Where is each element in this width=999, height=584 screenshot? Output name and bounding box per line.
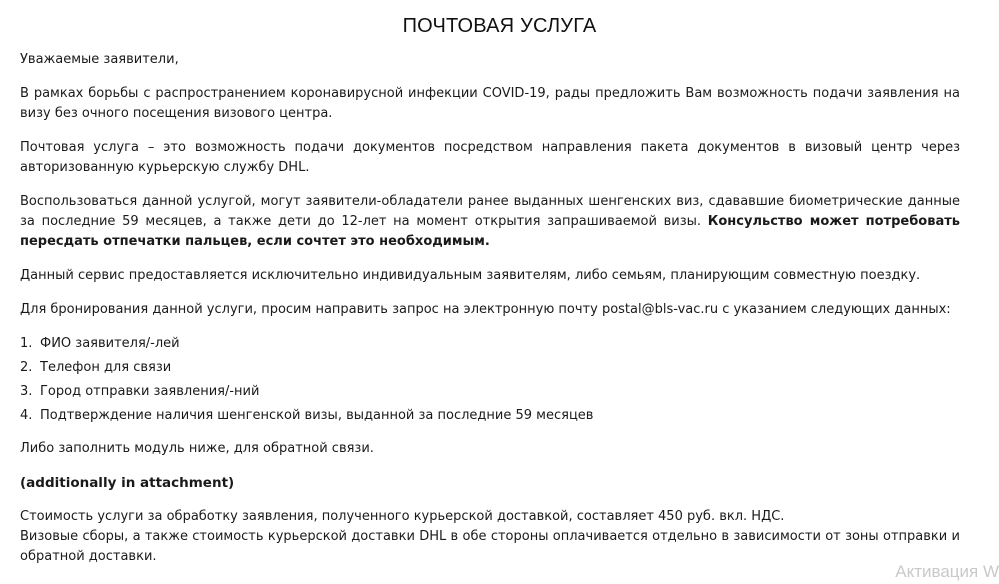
booking-text-after: с указанием следующих данных: bbox=[718, 302, 951, 317]
email-link[interactable]: postal@bls-vac.ru bbox=[601, 302, 719, 317]
paragraph-fees: Визовые сборы, а также стоимость курьерской доставки DHL в обе стороны оплачивается отдельно в зависимости от зоны отправки и обратной доставки. bbox=[20, 529, 960, 564]
paragraph-eligibility bbox=[20, 192, 960, 252]
list-item-text: ФИО заявителя/-лей bbox=[40, 336, 180, 351]
attachment-note: (additionally in attachment) bbox=[20, 475, 235, 491]
list-item bbox=[20, 406, 960, 426]
booking-text-before: Для бронирования данной услуги, просим направить запрос на электронную почту bbox=[20, 302, 602, 317]
page-title: ПОЧТОВАЯ УСЛУГА bbox=[402, 15, 597, 37]
greeting: Уважаемые заявители, bbox=[20, 52, 179, 67]
eligibility-warning: Консульство может потребовать пересдать отпечатки пальцев, если сочтет это необходимым. bbox=[20, 214, 960, 249]
list-item-number: 1. bbox=[20, 336, 33, 351]
list-item bbox=[20, 334, 960, 354]
paragraph-covid: В рамках борьбы с распространением коронавирусной инфекции COVID-19, рады предложить Вам возможность подачи заявления на визу без очного посещения визового центра. bbox=[20, 86, 960, 121]
paragraph-cost: Стоимость услуги за обработку заявления, полученного курьерской доставкой, составляет 450 руб. вкл. НДС. bbox=[20, 509, 785, 524]
paragraph-booking bbox=[20, 300, 960, 320]
eligibility-text: Воспользоваться данной услугой, могут заявители-обладатели ранее выданных шенгенских виз, сдававшие биометрические данные за последние 59 месяцев, а также дети до 12-лет на момент открытия запрашиваемой визы. bbox=[20, 194, 960, 229]
list-item-number: 2. bbox=[20, 360, 33, 375]
list-item-number: 3. bbox=[20, 384, 33, 399]
required-data-list bbox=[20, 334, 960, 426]
paragraph-postal-service: Почтовая услуга – это возможность подачи документов посредством направления пакета документов в визовый центр через авторизованную курьерскую службу DHL. bbox=[20, 140, 960, 175]
list-item-text: Подтверждение наличия шенгенской визы, выданной за последние 59 месяцев bbox=[40, 408, 594, 423]
list-item-number: 4. bbox=[20, 408, 33, 423]
paragraph-feedback-module: Либо заполнить модуль ниже, для обратной связи. bbox=[20, 441, 374, 456]
list-item bbox=[20, 358, 960, 378]
activation-watermark: Активация W bbox=[895, 562, 999, 581]
paragraph-individuals: Данный сервис предоставляется исключительно индивидуальным заявителям, либо семьям, планирующим совместную поездку. bbox=[20, 268, 921, 283]
list-item-text: Город отправки заявления/-ний bbox=[40, 384, 260, 399]
document-body bbox=[20, 50, 960, 581]
list-item bbox=[20, 382, 960, 402]
list-item-text: Телефон для связи bbox=[40, 360, 172, 375]
